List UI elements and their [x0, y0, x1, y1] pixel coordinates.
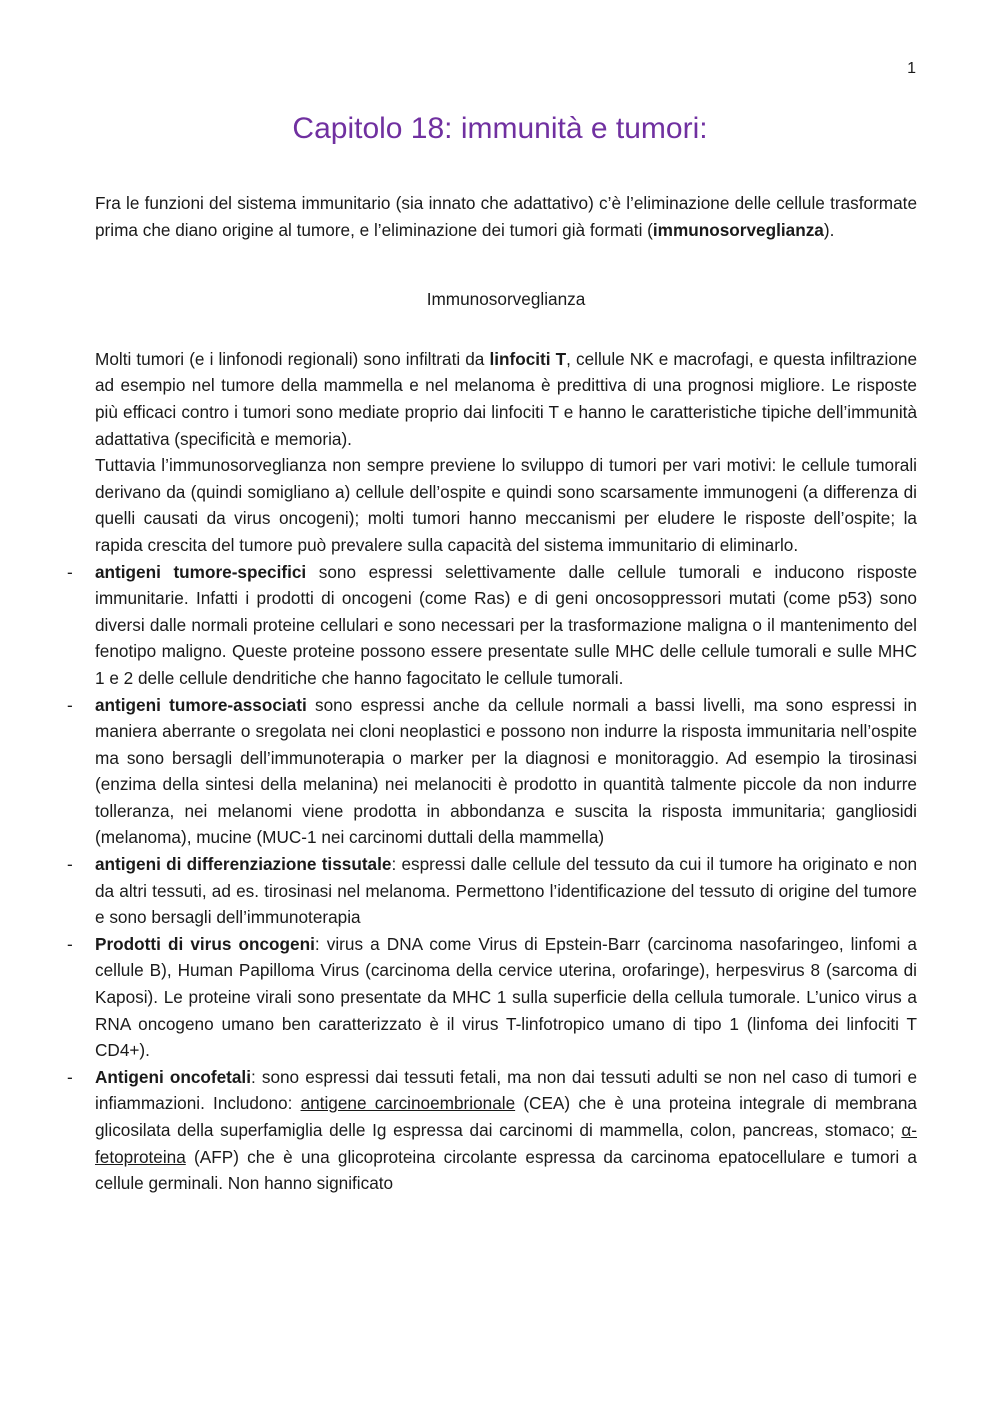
list-item	[67, 559, 918, 692]
paragraph-1-text-end: , cellule NK e macrofagi, e questa infiltrazione ad esempio nel tumore della mammella e nel melanoma è predittiva di una prognosi migliore. Le risposte più efficaci contro i tumori sono mediate proprio dai linfociti T e hanno le caratteristiche tipiche dell’immunità adattativa (specificità e memoria).	[95, 348, 917, 449]
page-title: Capitolo 18: immunità e tumori:	[292, 112, 708, 145]
intro-paragraph	[95, 190, 917, 243]
document-body	[67, 190, 918, 1197]
list-item-term: Prodotti di virus oncogeni	[95, 933, 315, 954]
section-heading: Immunosorveglianza	[426, 289, 586, 310]
underlined-term-cea: antigene carcinoembrionale	[300, 1093, 516, 1114]
antigen-list	[67, 559, 918, 1197]
list-item-text: (CEA) che è una proteina integrale di membrana glicosilata della superfamiglia delle Ig espressa dai carcinomi di mammella, colon, pancreas, stomaco;	[95, 1093, 917, 1140]
intro-text-end: ).	[823, 219, 835, 240]
underlined-term-afp: α-fetoproteina	[95, 1120, 917, 1167]
list-item-term: Antigeni oncofetali	[95, 1066, 251, 1087]
list-item-text: : sono espressi dai tessuti fetali, ma non dai tessuti adulti se non nel caso di tumori e infiammazioni. Includono:	[95, 1066, 918, 1114]
bullet-dash: -	[67, 561, 73, 582]
paragraph-1-text: Molti tumori (e i linfonodi regionali) sono infiltrati da	[95, 348, 490, 369]
list-item-text: : espressi dalle cellule del tessuto da cui il tumore ha originato e non da altri tessuti, ad es. tirosinasi nel melanoma. Permettono l’identificazione del tessuto di origine del tumore e sono bersagli dell’immunoterapia	[95, 854, 918, 928]
list-item-text: sono espressi selettivamente dalle cellule tumorali e inducono risposte immunitarie. Infatti i prodotti di oncogeni (come Ras) e di geni oncosoppressori mutati (come p53) sono diversi dalle normali proteine cellulari e sono necessari per la trasformazione maligna o il mantenimento del fenotipo maligno. Queste proteine possono essere presentate sulle MHC delle cellule tumorali e sulle MHC 1 e 2 delle cellule dendritiche che hanno fagocitato le cellule tumorali.	[95, 561, 918, 688]
list-item-term: antigeni di differenziazione tissutale	[95, 854, 392, 875]
paragraph-1	[95, 346, 917, 452]
list-item	[67, 1064, 918, 1197]
list-item	[67, 851, 918, 931]
bullet-dash: -	[67, 694, 73, 715]
list-item-text: : virus a DNA come Virus di Epstein-Barr (carcinoma nasofaringeo, linfomi a cellule B), Human Papilloma Virus (carcinoma della cervice uterina, orofaringe), herpesvirus 8 (sarcoma di Kaposi). Le proteine virali sono presentate da MHC 1 sulla superficie della cellula tumorale. L’unico virus a RNA oncogeno umano ben caratterizzato è il virus T-linfotropico umano di tipo 1 (linfoma dei linfociti T CD4+).	[95, 933, 917, 1061]
paragraph-2: Tuttavia l’immunosorveglianza non sempre previene lo sviluppo di tumori per vari motivi: le cellule tumorali derivano da (quindi somigliano a) cellule dell’ospite e quindi sono scarsamente immunogeni (a differenza di quelli causati da virus oncogeni); molti tumori hanno meccanismi per eludere le risposte dell’ospite; la rapida crescita del tumore può prevalere sulla capacità del sistema immunitario di eliminarlo.	[95, 455, 917, 555]
paragraph-1-bold: linfociti T	[489, 348, 567, 369]
intro-bold-term: immunosorveglianza	[652, 219, 824, 240]
list-item-text: (AFP) che è una glicoproteina circolante espressa da carcinoma epatocellulare e tumori a cellule germinali. Non hanno significato	[95, 1146, 917, 1194]
page-number: 1	[907, 60, 916, 77]
list-item-text: sono espressi anche da cellule normali a bassi livelli, ma sono espressi in maniera aberrante o sregolata nei cloni neoplastici e possono non indurre la risposta immunitaria nell’ospite ma sono bersagli dell’immunoterapia o marker per la diagnosi e monitoraggio. Ad esempio la tirosinasi (enzima della sintesi della melanina) nei melanociti è prodotto in quantità talmente piccole da non indurre tolleranza, nei melanomi viene prodotta in abbondanza e suscita la risposta immunitaria; gangliosidi (melanoma), mucine (MUC-1 nei carcinomi duttali della mammella)	[95, 694, 917, 848]
bullet-dash: -	[67, 933, 73, 954]
list-item	[67, 692, 917, 852]
bullet-dash: -	[67, 854, 73, 875]
list-item-term: antigeni tumore-specifici	[95, 561, 307, 582]
list-item-term: antigeni tumore-associati	[95, 694, 307, 715]
intro-text: Fra le funzioni del sistema immunitario (sia innato che adattativo) c’è l’eliminazione delle cellule trasformate prima che diano origine al tumore, e l’eliminazione dei tumori già formati (	[95, 193, 917, 240]
bullet-dash: -	[67, 1066, 73, 1087]
list-item	[67, 931, 917, 1064]
